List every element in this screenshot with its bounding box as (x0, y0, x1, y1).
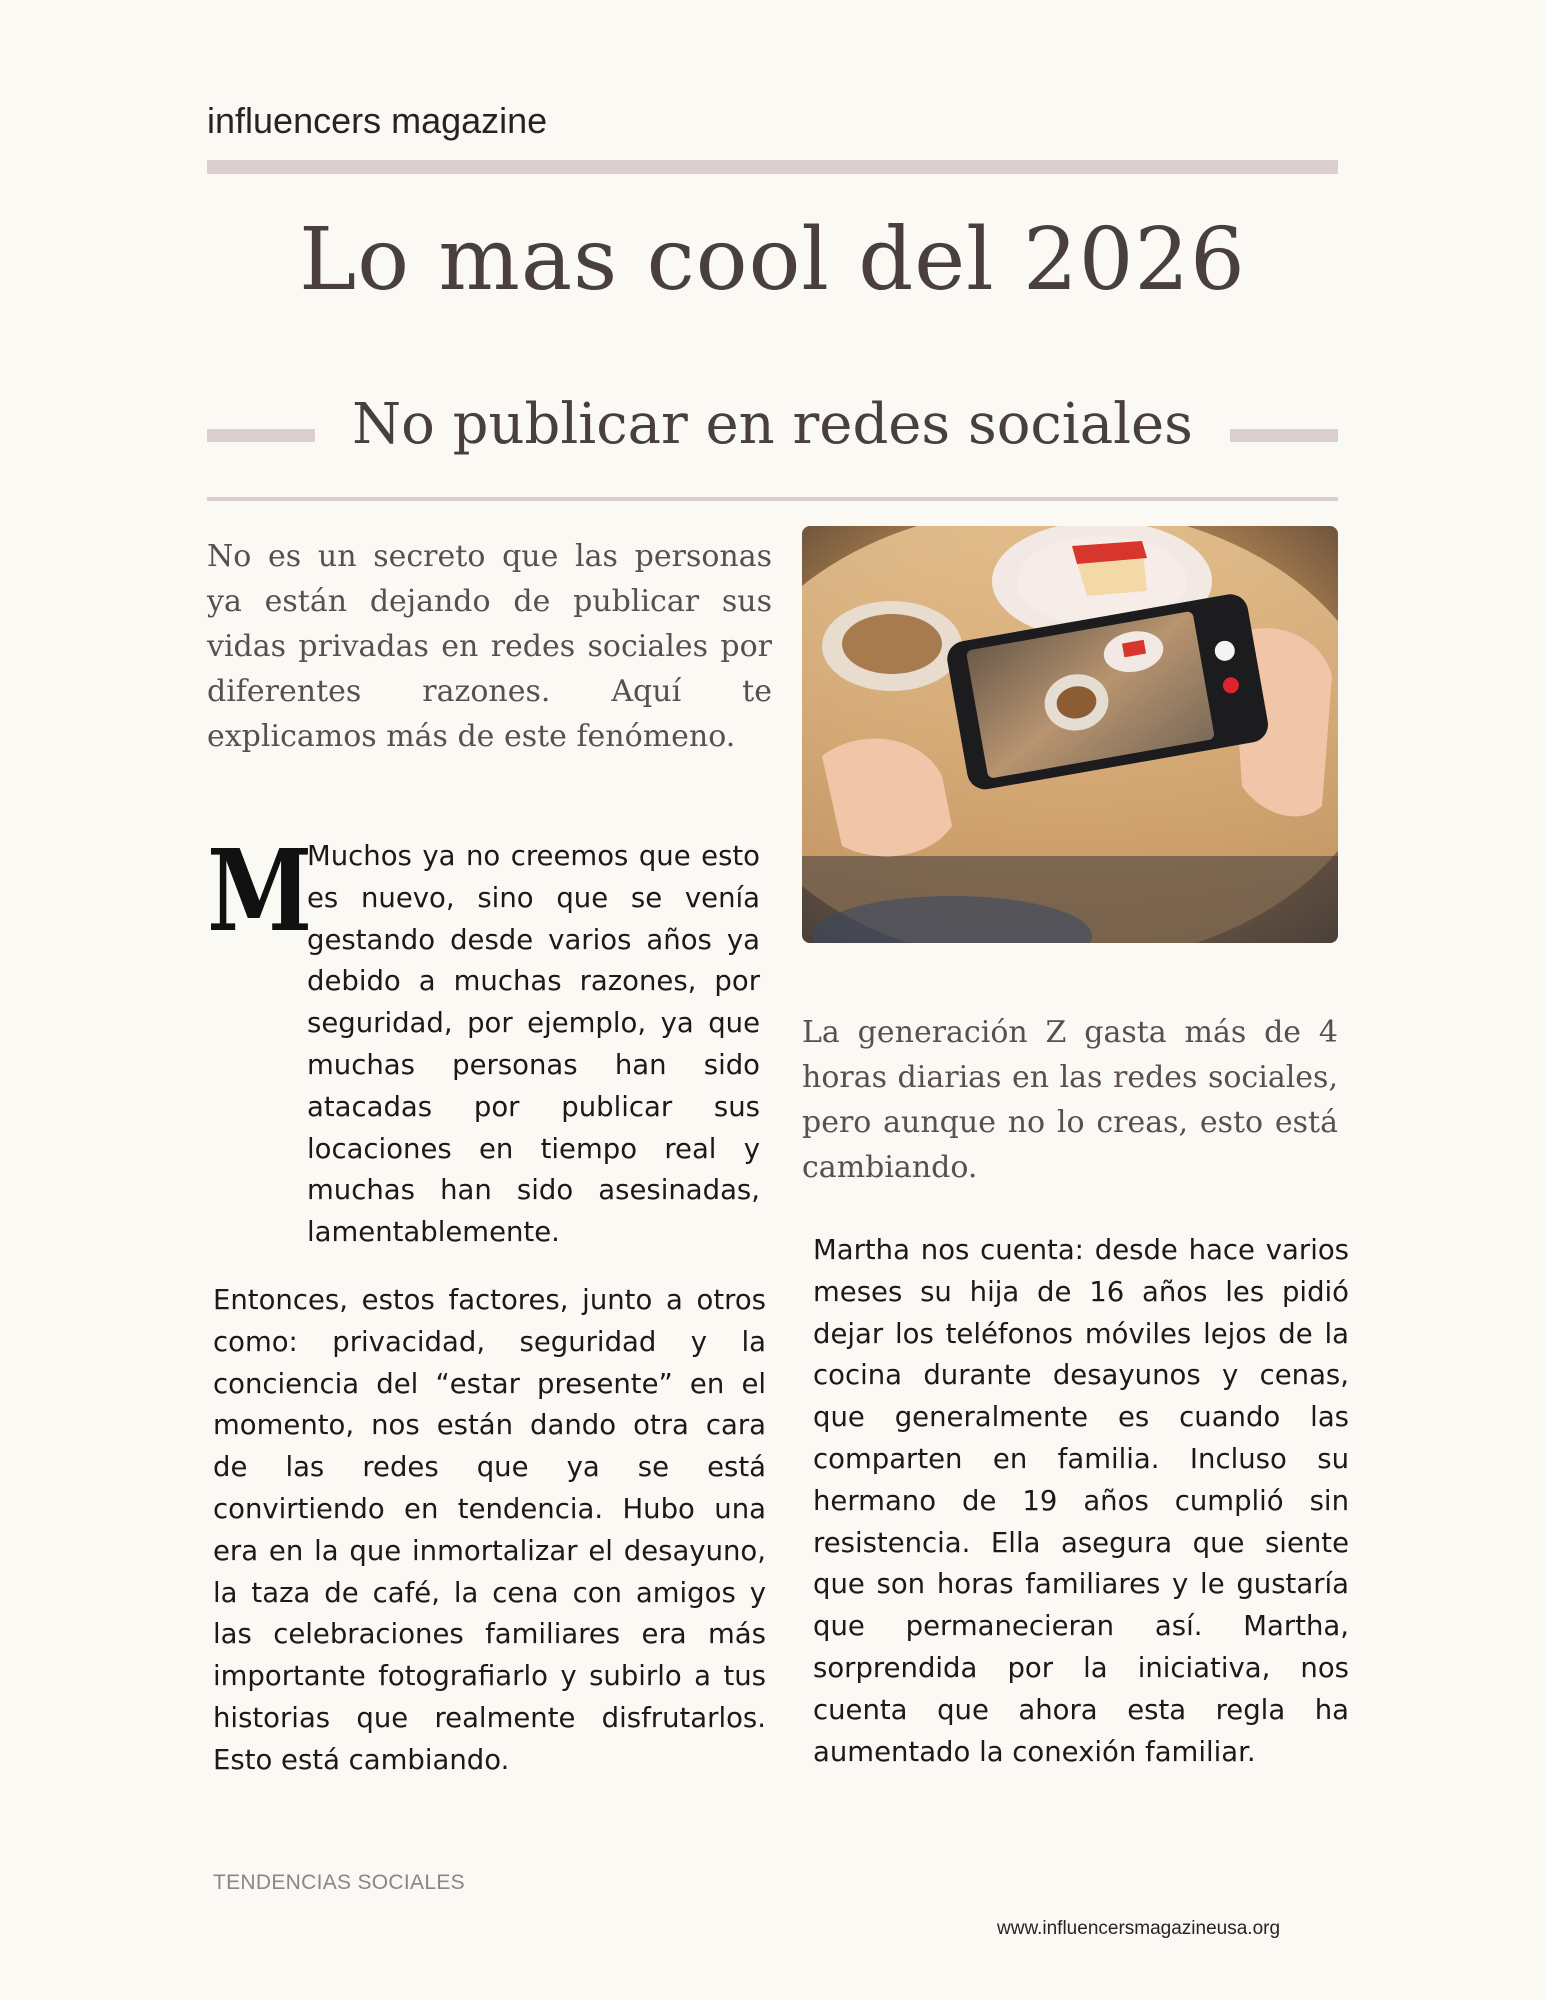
article-paragraph-1: Muchos ya no creemos que esto es nuevo, sino que se venía gestando desde varios años ya debido a muchas razones, por seguridad, por ejemplo, ya que muchas personas han sido atacadas por publicar sus locaciones en tiempo real y muchas han sido asesinadas, lamentablemente. (307, 840, 760, 1249)
section-divider (207, 497, 1338, 501)
page-title: Lo mas cool del 2026 (299, 210, 1246, 310)
article-paragraph-3: Martha nos cuenta: desde hace varios meses su hija de 16 años les pidió dejar los teléfonos móviles lejos de la cocina durante desayunos y cenas, que generalmente es cuando las comparten en familia. Incluso su hermano de 19 años cumplió sin resistencia. Ella asegura que siente que son horas familiares y le gustaría que permanecieran así. Martha, sorprendida por la iniciativa, nos cuenta que ahora esta regla ha aumentado la conexión familiar. (813, 1234, 1349, 1768)
drop-cap: M (207, 826, 313, 957)
article-paragraph-2: Entonces, estos factores, junto a otros como: privacidad, seguridad y la conciencia del “estar presente” en el momento, nos están dando otra cara de las redes que ya se está convirtiendo en tendencia. Hubo una era en la que inmortalizar el desayuno, la taza de café, la cena con amigos y las celebraciones familiares era más importante fotografiarlo y subirlo a tus historias que realmente disfrutarlos. Esto está cambiando. (213, 1284, 766, 1776)
website-link[interactable]: www.influencersmagazineusa.org (997, 1918, 1281, 1939)
article-photo (802, 526, 1338, 943)
masthead-rule (207, 160, 1338, 174)
subheadline-dash-left (207, 429, 315, 442)
subheadline-dash-right (1230, 429, 1338, 442)
photo-caption: La generación Z gasta más de 4 horas diarias en las redes sociales, pero aunque no lo creas, esto está cambiando. (802, 1015, 1338, 1185)
article-intro: No es un secreto que las personas ya están dejando de publicar sus vidas privadas en redes sociales por diferentes razones. Aquí te explicamos más de este fenómeno. (207, 539, 772, 754)
article-subheadline: No publicar en redes sociales (352, 392, 1193, 457)
section-label: TENDENCIAS SOCIALES (213, 1871, 465, 1894)
masthead: influencers magazine (207, 100, 548, 141)
